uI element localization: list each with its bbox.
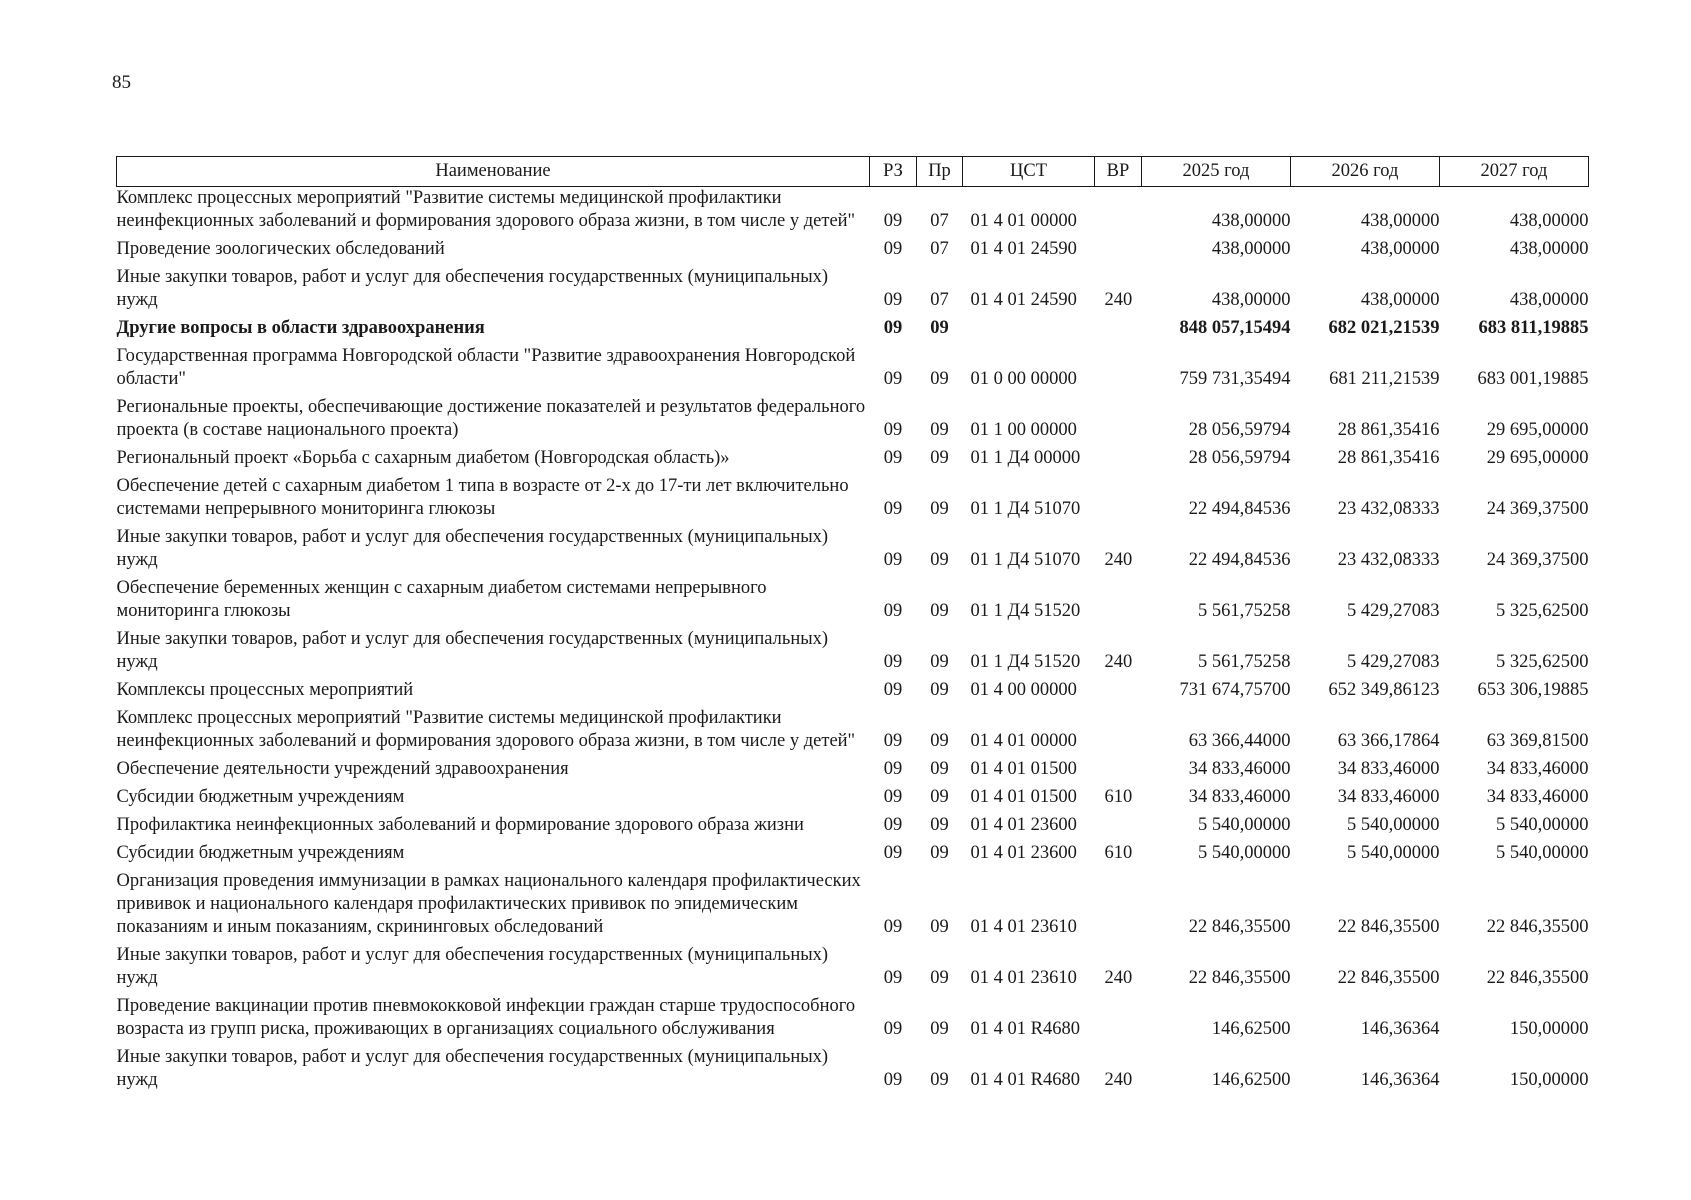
cell-rz: 09 xyxy=(883,499,903,519)
cell-vr xyxy=(1095,238,1142,266)
cell-pr: 09 xyxy=(930,1070,949,1090)
cell-name: Другие вопросы в области здравоохранения xyxy=(116,318,485,338)
cell-rz: 09 xyxy=(883,211,903,231)
header-2025: 2025 год xyxy=(1142,157,1291,187)
cell-y2026: 22 846,35500 xyxy=(1337,917,1440,937)
cell-name: Проведение зоологических обследований xyxy=(116,239,445,259)
cell-y2025: 5 561,75258 xyxy=(1198,601,1291,621)
cell-y2027: 150,00000 xyxy=(1509,1019,1589,1039)
cell-y2025: 28 056,59794 xyxy=(1188,420,1291,440)
cell-y2025: 34 833,46000 xyxy=(1188,787,1291,807)
cell-pr: 09 xyxy=(930,843,949,863)
page-number: 85 xyxy=(112,72,131,93)
cell-y2027: 438,00000 xyxy=(1509,211,1589,231)
table-row xyxy=(117,447,1589,475)
cell-y2025: 5 540,00000 xyxy=(1198,843,1291,863)
cell-pr: 09 xyxy=(930,652,949,672)
cell-y2027: 5 540,00000 xyxy=(1496,815,1589,835)
cell-rz: 09 xyxy=(883,652,903,672)
cell-y2025: 438,00000 xyxy=(1211,211,1291,231)
cell-name: Иные закупки товаров, работ и услуг для обеспечения государственных (муниципальных) нужд xyxy=(116,945,829,988)
cell-name: Комплексы процессных мероприятий xyxy=(116,680,414,700)
cell-name: Проведение вакцинации против пневмококковой инфекции граждан старше трудоспособного возраста из групп риска, проживающих в организациях социального обслуживания xyxy=(116,996,856,1039)
table-row xyxy=(117,187,1589,239)
cell-y2026: 682 021,21539 xyxy=(1328,318,1440,338)
cell-pr: 07 xyxy=(930,239,949,259)
cell-cst: 01 4 00 00000 xyxy=(970,680,1077,700)
cell-y2027: 5 325,62500 xyxy=(1496,601,1589,621)
cell-cst: 01 4 01 01500 xyxy=(970,759,1077,779)
cell-y2025: 22 846,35500 xyxy=(1188,917,1291,937)
cell-y2027: 22 846,35500 xyxy=(1486,968,1589,988)
cell-pr: 09 xyxy=(930,369,949,389)
cell-cst: 01 1 Д4 51070 xyxy=(970,550,1081,570)
cell-pr: 09 xyxy=(930,759,949,779)
cell-y2025: 146,62500 xyxy=(1211,1019,1291,1039)
cell-rz: 09 xyxy=(883,1070,903,1090)
cell-y2027: 34 833,46000 xyxy=(1486,787,1589,807)
cell-vr: 610 xyxy=(1104,787,1133,807)
cell-pr: 07 xyxy=(930,211,949,231)
header-2026: 2026 год xyxy=(1291,157,1440,187)
table-row xyxy=(117,628,1589,679)
cell-cst: 01 4 01 23600 xyxy=(970,843,1077,863)
cell-y2027: 29 695,00000 xyxy=(1486,448,1589,468)
header-vr: ВР xyxy=(1095,157,1142,187)
cell-vr: 240 xyxy=(1104,652,1133,672)
table-row xyxy=(117,707,1589,758)
cell-name: Обеспечение детей с сахарным диабетом 1 типа в возрасте от 2-х до 17-ти лет включительно системами непрерывного мониторинга глюкозы xyxy=(116,476,849,519)
cell-rz: 09 xyxy=(883,968,903,988)
table-row xyxy=(117,475,1589,526)
cell-y2027: 24 369,37500 xyxy=(1486,499,1589,519)
table-row xyxy=(117,577,1589,628)
cell-y2026: 23 432,08333 xyxy=(1337,499,1440,519)
cell-cst: 01 4 01 23610 xyxy=(970,917,1077,937)
cell-rz: 09 xyxy=(883,843,903,863)
table-row xyxy=(117,526,1589,577)
table-row xyxy=(117,814,1589,842)
cell-rz: 09 xyxy=(883,680,903,700)
cell-rz: 09 xyxy=(883,290,903,310)
table-row xyxy=(117,266,1589,317)
cell-y2026: 5 429,27083 xyxy=(1347,652,1440,672)
cell-y2026: 146,36364 xyxy=(1360,1070,1440,1090)
cell-pr: 09 xyxy=(930,601,949,621)
cell-y2026: 34 833,46000 xyxy=(1337,759,1440,779)
header-pr: Пр xyxy=(917,157,963,187)
cell-y2025: 5 540,00000 xyxy=(1198,815,1291,835)
cell-y2025: 22 846,35500 xyxy=(1188,968,1291,988)
cell-vr xyxy=(1095,317,1142,345)
cell-name: Региональный проект «Борьба с сахарным диабетом (Новгородская область)» xyxy=(116,448,730,468)
cell-y2026: 28 861,35416 xyxy=(1337,448,1440,468)
cell-y2027: 438,00000 xyxy=(1509,239,1589,259)
cell-name: Обеспечение беременных женщин с сахарным диабетом системами непрерывного мониторинга глюкозы xyxy=(116,578,767,621)
cell-vr xyxy=(1095,679,1142,707)
cell-y2026: 22 846,35500 xyxy=(1337,968,1440,988)
cell-cst: 01 4 01 00000 xyxy=(970,211,1077,231)
cell-rz: 09 xyxy=(883,601,903,621)
cell-cst: 01 4 01 24590 xyxy=(970,239,1077,259)
cell-cst: 01 1 Д4 51070 xyxy=(970,499,1081,519)
table-body xyxy=(117,187,1589,1098)
cell-y2027: 683 001,19885 xyxy=(1477,369,1589,389)
cell-vr xyxy=(1095,187,1142,239)
cell-name: Субсидии бюджетным учреждениям xyxy=(116,843,405,863)
cell-pr: 09 xyxy=(930,917,949,937)
cell-vr xyxy=(1095,345,1142,396)
cell-vr xyxy=(1095,870,1142,944)
table-row xyxy=(117,345,1589,396)
budget-table xyxy=(116,156,1589,1097)
cell-y2025: 28 056,59794 xyxy=(1188,448,1291,468)
cell-vr: 240 xyxy=(1104,1070,1133,1090)
cell-cst: 01 4 01 23600 xyxy=(970,815,1077,835)
cell-name: Обеспечение деятельности учреждений здравоохранения xyxy=(116,759,569,779)
cell-y2026: 28 861,35416 xyxy=(1337,420,1440,440)
cell-name: Комплекс процессных мероприятий "Развитие системы медицинской профилактики неинфекционных заболеваний и формирования здорового образа жизни, в том числе у детей" xyxy=(116,188,856,231)
cell-pr: 09 xyxy=(930,968,949,988)
cell-y2027: 63 369,81500 xyxy=(1486,731,1589,751)
cell-rz: 09 xyxy=(883,448,903,468)
cell-y2025: 22 494,84536 xyxy=(1188,550,1291,570)
cell-y2025: 146,62500 xyxy=(1211,1070,1291,1090)
cell-name: Иные закупки товаров, работ и услуг для обеспечения государственных (муниципальных) нужд xyxy=(116,527,829,570)
cell-y2027: 5 540,00000 xyxy=(1496,843,1589,863)
cell-pr: 09 xyxy=(930,1019,949,1039)
cell-y2025: 22 494,84536 xyxy=(1188,499,1291,519)
cell-pr: 09 xyxy=(930,448,949,468)
cell-pr: 09 xyxy=(930,499,949,519)
cell-y2027: 29 695,00000 xyxy=(1486,420,1589,440)
cell-cst xyxy=(963,317,1095,345)
cell-cst: 01 1 Д4 00000 xyxy=(970,448,1081,468)
cell-vr: 240 xyxy=(1104,290,1133,310)
cell-rz: 09 xyxy=(883,318,903,338)
cell-vr xyxy=(1095,758,1142,786)
cell-cst: 01 4 01 R4680 xyxy=(970,1070,1080,1090)
cell-y2027: 653 306,19885 xyxy=(1477,680,1589,700)
cell-cst: 01 4 01 00000 xyxy=(970,731,1077,751)
cell-vr xyxy=(1095,814,1142,842)
cell-pr: 09 xyxy=(930,680,949,700)
cell-y2025: 438,00000 xyxy=(1211,239,1291,259)
table-row xyxy=(117,944,1589,995)
cell-y2025: 848 057,15494 xyxy=(1179,318,1291,338)
cell-y2027: 22 846,35500 xyxy=(1486,917,1589,937)
cell-name: Иные закупки товаров, работ и услуг для обеспечения государственных (муниципальных) нужд xyxy=(116,629,829,672)
cell-y2026: 5 540,00000 xyxy=(1347,815,1440,835)
cell-y2026: 63 366,17864 xyxy=(1337,731,1440,751)
cell-pr: 09 xyxy=(930,550,949,570)
cell-y2026: 5 540,00000 xyxy=(1347,843,1440,863)
cell-rz: 09 xyxy=(883,369,903,389)
cell-y2025: 759 731,35494 xyxy=(1179,369,1291,389)
header-2027: 2027 год xyxy=(1440,157,1589,187)
header-cst: ЦСТ xyxy=(963,157,1095,187)
cell-y2026: 438,00000 xyxy=(1360,290,1440,310)
cell-pr: 09 xyxy=(930,318,949,338)
cell-cst: 01 1 Д4 51520 xyxy=(970,652,1081,672)
cell-cst: 01 4 01 23610 xyxy=(970,968,1077,988)
cell-rz: 09 xyxy=(883,239,903,259)
cell-vr: 610 xyxy=(1104,843,1133,863)
cell-y2027: 438,00000 xyxy=(1509,290,1589,310)
cell-cst: 01 4 01 24590 xyxy=(970,290,1077,310)
cell-y2027: 5 325,62500 xyxy=(1496,652,1589,672)
cell-pr: 09 xyxy=(930,731,949,751)
cell-y2025: 34 833,46000 xyxy=(1188,759,1291,779)
table-row xyxy=(117,758,1589,786)
table-row xyxy=(117,679,1589,707)
cell-y2026: 146,36364 xyxy=(1360,1019,1440,1039)
cell-cst: 01 0 00 00000 xyxy=(970,369,1077,389)
cell-pr: 09 xyxy=(930,815,949,835)
cell-rz: 09 xyxy=(883,731,903,751)
cell-cst: 01 1 00 00000 xyxy=(970,420,1077,440)
cell-rz: 09 xyxy=(883,759,903,779)
cell-y2026: 5 429,27083 xyxy=(1347,601,1440,621)
cell-rz: 09 xyxy=(883,917,903,937)
cell-y2025: 5 561,75258 xyxy=(1198,652,1291,672)
table-header-row xyxy=(117,157,1589,187)
table-row xyxy=(117,238,1589,266)
cell-y2026: 34 833,46000 xyxy=(1337,787,1440,807)
cell-vr xyxy=(1095,995,1142,1046)
cell-vr: 240 xyxy=(1104,550,1133,570)
cell-name: Иные закупки товаров, работ и услуг для обеспечения государственных (муниципальных) нужд xyxy=(116,1047,829,1090)
cell-vr xyxy=(1095,577,1142,628)
cell-y2026: 438,00000 xyxy=(1360,211,1440,231)
table-row xyxy=(117,317,1589,345)
header-name: Наименование xyxy=(117,157,870,187)
table-row xyxy=(117,842,1589,870)
cell-pr: 09 xyxy=(930,420,949,440)
cell-y2026: 681 211,21539 xyxy=(1329,369,1440,389)
cell-y2027: 150,00000 xyxy=(1509,1070,1589,1090)
cell-y2025: 63 366,44000 xyxy=(1188,731,1291,751)
cell-cst: 01 4 01 01500 xyxy=(970,787,1077,807)
cell-y2027: 24 369,37500 xyxy=(1486,550,1589,570)
cell-name: Профилактика неинфекционных заболеваний и формирование здорового образа жизни xyxy=(116,815,804,835)
cell-name: Государственная программа Новгородской области "Развитие здравоохранения Новгородской области" xyxy=(116,346,856,389)
cell-name: Комплекс процессных мероприятий "Развитие системы медицинской профилактики неинфекционных заболеваний и формирования здорового образа жизни, в том числе у детей" xyxy=(116,708,856,751)
cell-name: Региональные проекты, обеспечивающие достижение показателей и результатов федерального проекта (в составе национального проекта) xyxy=(116,397,866,440)
cell-rz: 09 xyxy=(883,787,903,807)
cell-y2026: 438,00000 xyxy=(1360,239,1440,259)
table-row xyxy=(117,786,1589,814)
cell-y2026: 652 349,86123 xyxy=(1328,680,1440,700)
cell-name: Субсидии бюджетным учреждениям xyxy=(116,787,405,807)
header-rz: РЗ xyxy=(870,157,917,187)
cell-vr xyxy=(1095,447,1142,475)
table-row xyxy=(117,1046,1589,1097)
cell-vr: 240 xyxy=(1104,968,1133,988)
table-row xyxy=(117,396,1589,447)
cell-y2027: 683 811,19885 xyxy=(1478,318,1589,338)
cell-name: Иные закупки товаров, работ и услуг для обеспечения государственных (муниципальных) нужд xyxy=(116,267,829,310)
cell-pr: 09 xyxy=(930,787,949,807)
cell-name: Организация проведения иммунизации в рамках национального календаря профилактических прививок и национального календаря профилактических прививок по эпидемическим показаниям и иным показаниям, скрининговых обследований xyxy=(116,871,861,937)
cell-y2026: 23 432,08333 xyxy=(1337,550,1440,570)
cell-vr xyxy=(1095,707,1142,758)
cell-cst: 01 4 01 R4680 xyxy=(970,1019,1080,1039)
table-row xyxy=(117,870,1589,944)
cell-y2027: 34 833,46000 xyxy=(1486,759,1589,779)
cell-rz: 09 xyxy=(883,1019,903,1039)
cell-y2025: 438,00000 xyxy=(1211,290,1291,310)
table-row xyxy=(117,995,1589,1046)
cell-vr xyxy=(1095,396,1142,447)
cell-vr xyxy=(1095,475,1142,526)
cell-y2025: 731 674,75700 xyxy=(1179,680,1291,700)
cell-cst: 01 1 Д4 51520 xyxy=(970,601,1081,621)
cell-rz: 09 xyxy=(883,550,903,570)
cell-rz: 09 xyxy=(883,420,903,440)
cell-rz: 09 xyxy=(883,815,903,835)
cell-pr: 07 xyxy=(930,290,949,310)
